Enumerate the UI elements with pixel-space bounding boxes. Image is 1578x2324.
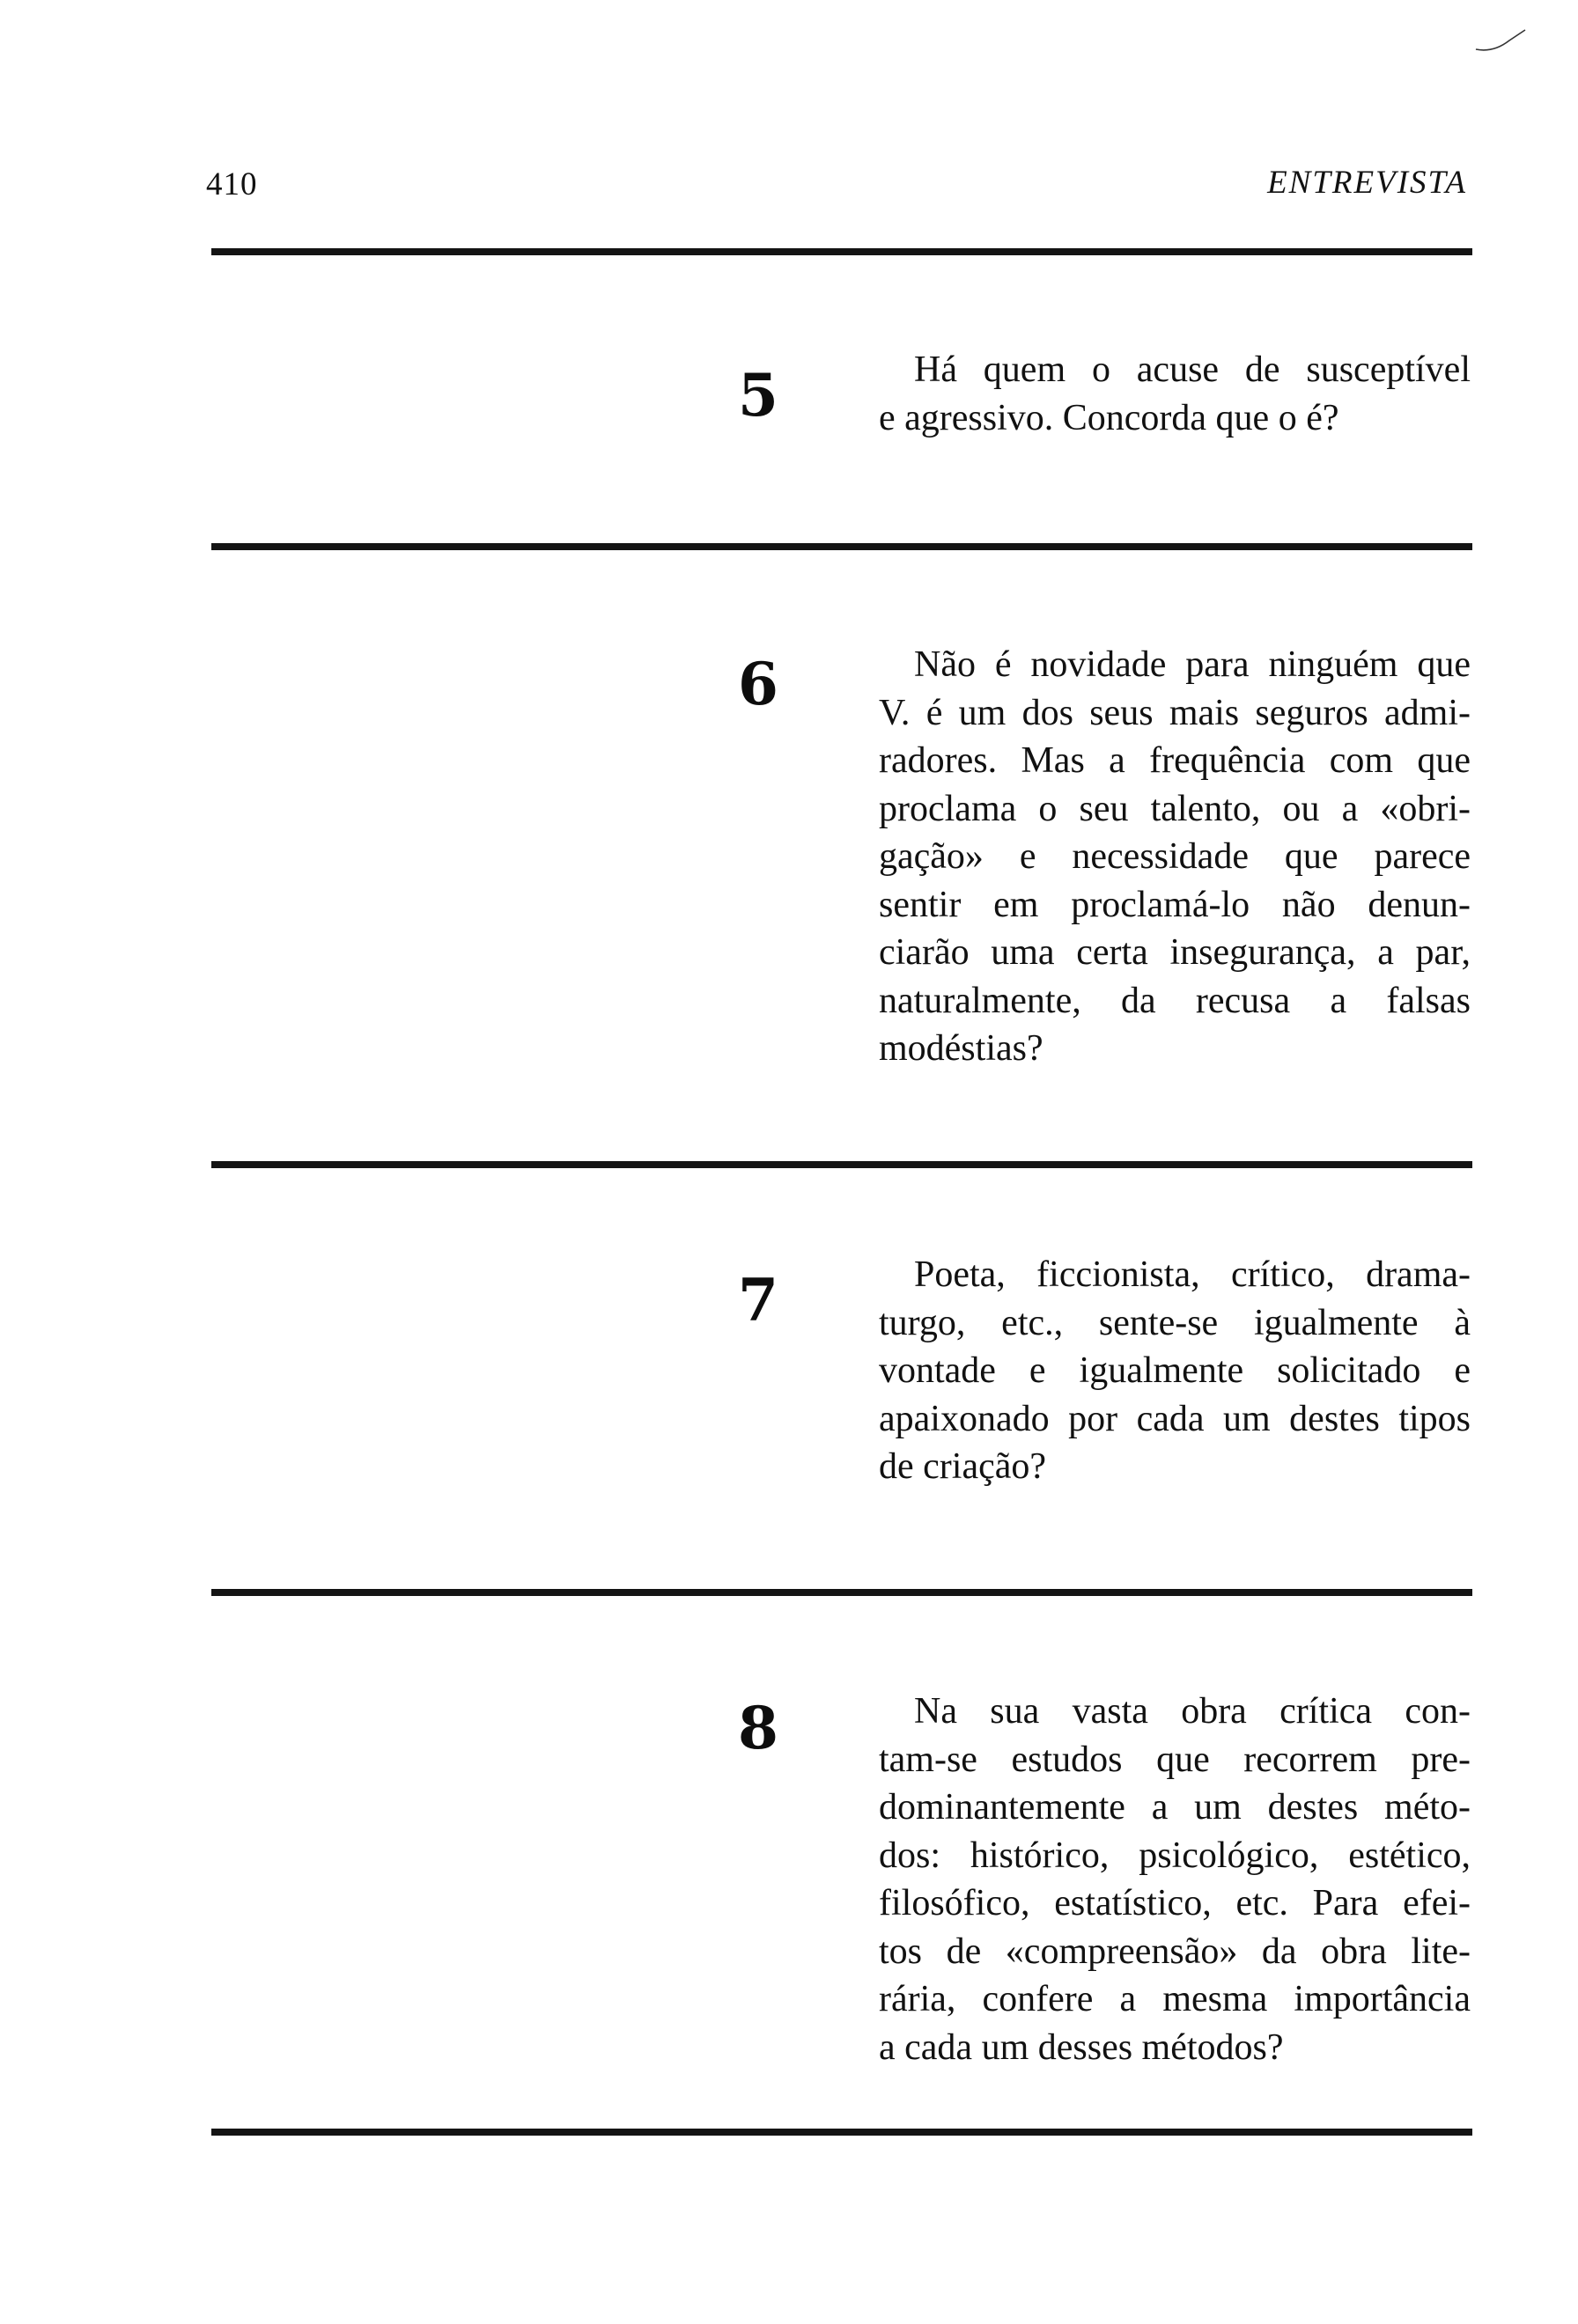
text-line: ciarão uma certa insegurança, a par, — [879, 932, 1471, 973]
text-line: a cada um desses métodos? — [879, 2026, 1284, 2068]
text-line: Poeta, ficcionista, crítico, drama- — [914, 1254, 1471, 1295]
text-line: e agressivo. Concorda que o é? — [879, 397, 1339, 438]
question-text-8 — [879, 1688, 1471, 2071]
text-line: dos: histórico, psicológico, estético, — [879, 1835, 1471, 1876]
text-line: rária, confere a mesma importância — [879, 1979, 1471, 2019]
question-text-5 — [879, 346, 1471, 442]
question-text-6 — [879, 641, 1471, 1073]
text-line: naturalmente, da recusa a falsas — [879, 980, 1471, 1021]
text-line: apaixonado por cada um destes tipos — [879, 1398, 1471, 1439]
question-number-6: 6 — [738, 650, 778, 718]
text-line: dominantemente a um destes méto- — [879, 1787, 1471, 1828]
running-head: ENTREVISTA — [1267, 165, 1467, 201]
text-line: turgo, etc., sente-se igualmente à — [879, 1302, 1471, 1343]
text-line: Há quem o acuse de susceptível — [914, 349, 1471, 390]
question-text-7 — [879, 1251, 1471, 1491]
text-line: de criação? — [879, 1446, 1047, 1487]
question-number-8: 8 — [738, 1694, 778, 1762]
text-line: V. é um dos seus mais seguros admi- — [879, 692, 1471, 733]
text-line: radores. Mas a frequência com que — [879, 740, 1471, 781]
rule-top — [211, 248, 1472, 255]
rule-after-5 — [211, 543, 1472, 550]
rule-after-7 — [211, 1589, 1472, 1596]
rule-bottom — [211, 2129, 1472, 2136]
question-number-7: 7 — [738, 1266, 778, 1335]
text-line: tam-se estudos que recorrem pre- — [879, 1739, 1471, 1780]
text-line: proclama o seu talento, ou a «obri- — [879, 788, 1471, 829]
text-line: modéstias? — [879, 1028, 1043, 1069]
rule-after-6 — [211, 1161, 1472, 1168]
page-number: 410 — [206, 166, 258, 202]
text-line: gação» e necessidade que parece — [879, 836, 1471, 877]
text-line: vontade e igualmente solicitado e — [879, 1350, 1471, 1391]
text-line: Na sua vasta obra crítica con- — [914, 1691, 1471, 1732]
text-line: tos de «compreensão» da obra lite- — [879, 1931, 1471, 1972]
text-line: sentir em proclamá-lo não denun- — [879, 884, 1471, 925]
text-line: filosófico, estatístico, etc. Para efei- — [879, 1883, 1471, 1923]
pencil-mark — [1474, 26, 1527, 53]
question-number-5: 5 — [738, 361, 778, 430]
text-line: Não é novidade para ninguém que — [914, 644, 1471, 685]
